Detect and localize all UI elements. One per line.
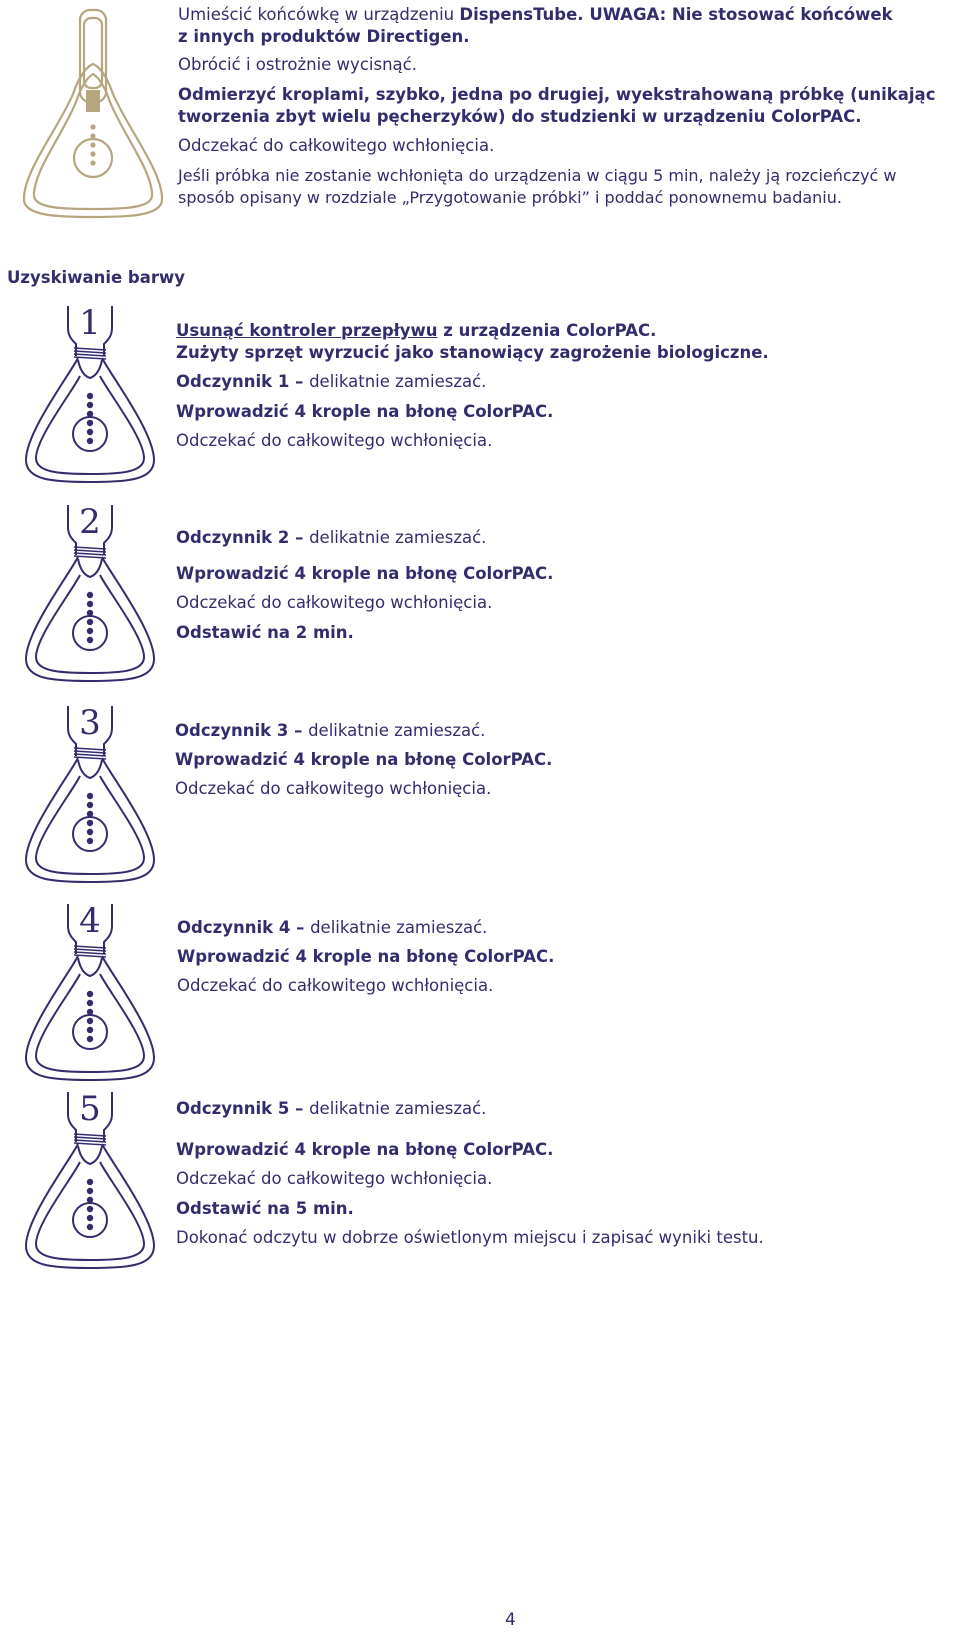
step-number: 5 [79,1090,101,1129]
drop [87,1000,93,1006]
drop [87,402,93,408]
top-text-line-6: Odczekać do całkowitego wchłonięcia. [178,136,495,155]
step-1-line-1 [176,320,656,342]
bottle-wall-right [104,904,112,954]
bottle-thread [74,348,106,350]
dispenstube-colorpac-icon [18,4,168,222]
bottle-thread [74,1134,106,1136]
drop [87,411,93,417]
drop [87,820,93,826]
step-4-dropper-icon [22,902,157,1084]
step-number: 4 [79,902,101,941]
drop [87,393,93,399]
drop [87,1188,93,1194]
bottle-thread [74,357,106,359]
step-2-line-1a: Odczynnik 2 [176,528,290,547]
drop [87,1027,93,1033]
drop [87,610,93,616]
step-5-line-4: Odstawić na 5 min. [176,1199,354,1218]
step-number: 1 [79,304,101,343]
bottle-thread [74,1137,106,1139]
top-text-line-5: tworzenia zbyt wielu pęcherzyków) do studzienki w urządzeniu ColorPAC. [178,107,862,126]
bottle-thread [74,757,106,759]
step-3-line-1 [175,720,485,742]
step-1-dropper-icon [22,304,157,486]
drop [87,420,93,426]
step-2-line-1c: delikatnie zamieszać. [309,528,487,547]
top-text-line-4: Odmierzyć kroplami, szybko, jedna po drugiej, wyekstrahowaną próbkę (unikając [178,85,936,104]
bottle-wall-right [104,505,112,555]
step-number: 3 [79,704,101,743]
bottle-thread [74,547,106,549]
bottle-thread [74,751,106,753]
top-text-line-3: Obrócić i ostrożnie wycisnąć. [178,55,417,74]
dropper-tip [78,360,102,378]
bottle-thread [74,354,106,356]
bottle-thread [74,955,106,957]
top-text-line-1a: Umieścić końcówkę w urządzeniu [178,5,460,24]
step-5-line-1a: Odczynnik 5 [176,1099,290,1118]
step-5-line-5: Dokonać odczytu w dobrze oświetlonym miejscu i zapisać wyniki testu. [176,1228,764,1247]
top-text-line-1b: DispensTube. UWAGA: Nie stosować końcówek [459,5,893,24]
step-5-line-1c: delikatnie zamieszać. [309,1099,487,1118]
bottle-thread [74,952,106,954]
drop [87,1206,93,1212]
dropper-tip [78,958,102,976]
step-2-line-1 [176,527,486,549]
drop [87,1036,93,1042]
drop [87,592,93,598]
step-2-line-3: Odczekać do całkowitego wchłonięcia. [176,593,493,612]
step-4-line-1b: – [290,918,311,937]
drop [87,429,93,435]
bottle-thread [74,553,106,555]
step-3-line-3: Odczekać do całkowitego wchłonięcia. [175,779,492,798]
step-2-line-2: Wprowadzić 4 krople na błonę ColorPAC. [176,564,554,583]
drop [87,793,93,799]
drop [87,991,93,997]
step-5-line-1 [176,1098,486,1120]
step-3-dropper-icon [22,704,157,886]
step-5-line-2: Wprowadzić 4 krople na błonę ColorPAC. [176,1140,554,1159]
step-1-line-4: Wprowadzić 4 krople na błonę ColorPAC. [176,402,554,421]
step-1-line-3b: – [289,372,310,391]
bottle-thread [74,1143,106,1145]
top-text-line-8: sposób opisany w rozdziale „Przygotowanie próbki” i poddać ponownemu badaniu. [178,188,842,207]
bottle-wall-right [104,706,112,756]
bottle-wall-right [104,1092,112,1142]
step-4-line-1c: delikatnie zamieszać. [310,918,488,937]
step-3-line-1b: – [288,721,309,740]
step-1-line-1b: z urządzenia ColorPAC. [437,321,657,340]
drop [87,1215,93,1221]
bottle-thread [74,949,106,951]
step-4-line-2: Wprowadzić 4 krople na błonę ColorPAC. [177,947,555,966]
drop [87,829,93,835]
dropper-tip [78,1146,102,1164]
step-1-line-2: Zużyty sprzęt wyrzucić jako stanowiący zagrożenie biologiczne. [176,343,769,362]
step-2-line-4: Odstawić na 2 min. [176,623,354,642]
step-1-line-3 [176,371,486,393]
drop [87,1224,93,1230]
bottle-thread [74,754,106,756]
step-5-line-1b: – [289,1099,310,1118]
bottle-thread [74,550,106,552]
step-5-line-3: Odczekać do całkowitego wchłonięcia. [176,1169,493,1188]
top-text-line-2: z innych produktów Directigen. [178,27,470,46]
step-1-line-3c: delikatnie zamieszać. [309,372,487,391]
drop [87,438,93,444]
bottle-thread [74,946,106,948]
dropper-tip [78,559,102,577]
section-title: Uzyskiwanie barwy [7,268,186,287]
drop [87,601,93,607]
step-1-line-5: Odczekać do całkowitego wchłonięcia. [176,431,493,450]
step-4-line-1a: Odczynnik 4 [177,918,291,937]
step-1-line-3a: Odczynnik 1 [176,372,290,391]
step-1-line-1a: Usunąć kontroler przepływu [176,321,438,340]
drop [87,802,93,808]
step-2-dropper-icon [22,503,157,685]
bottle-thread [74,351,106,353]
top-text-line-1 [178,4,893,26]
drop [87,811,93,817]
drop [87,637,93,643]
step-3-line-1c: delikatnie zamieszać. [308,721,486,740]
drop [87,1009,93,1015]
step-5-dropper-icon [22,1090,157,1272]
drop [87,1018,93,1024]
dropper-tip [78,760,102,778]
drop [87,628,93,634]
step-3-line-1a: Odczynnik 3 [175,721,289,740]
bottle-thread [74,1140,106,1142]
top-text-line-7: Jeśli próbka nie zostanie wchłonięta do urządzenia w ciągu 5 min, należy ją rozcieńczyć w [178,166,897,185]
drop [87,1179,93,1185]
step-3-line-2: Wprowadzić 4 krople na błonę ColorPAC. [175,750,553,769]
step-number: 2 [79,503,101,542]
bottle-thread [74,748,106,750]
drop [87,619,93,625]
bottle-wall-right [104,306,112,356]
bottle-thread [74,556,106,558]
page-number: 4 [505,1610,516,1630]
drop [87,838,93,844]
drop [87,1197,93,1203]
step-2-line-1b: – [289,528,310,547]
step-4-line-3: Odczekać do całkowitego wchłonięcia. [177,976,494,995]
step-4-line-1 [177,917,487,939]
